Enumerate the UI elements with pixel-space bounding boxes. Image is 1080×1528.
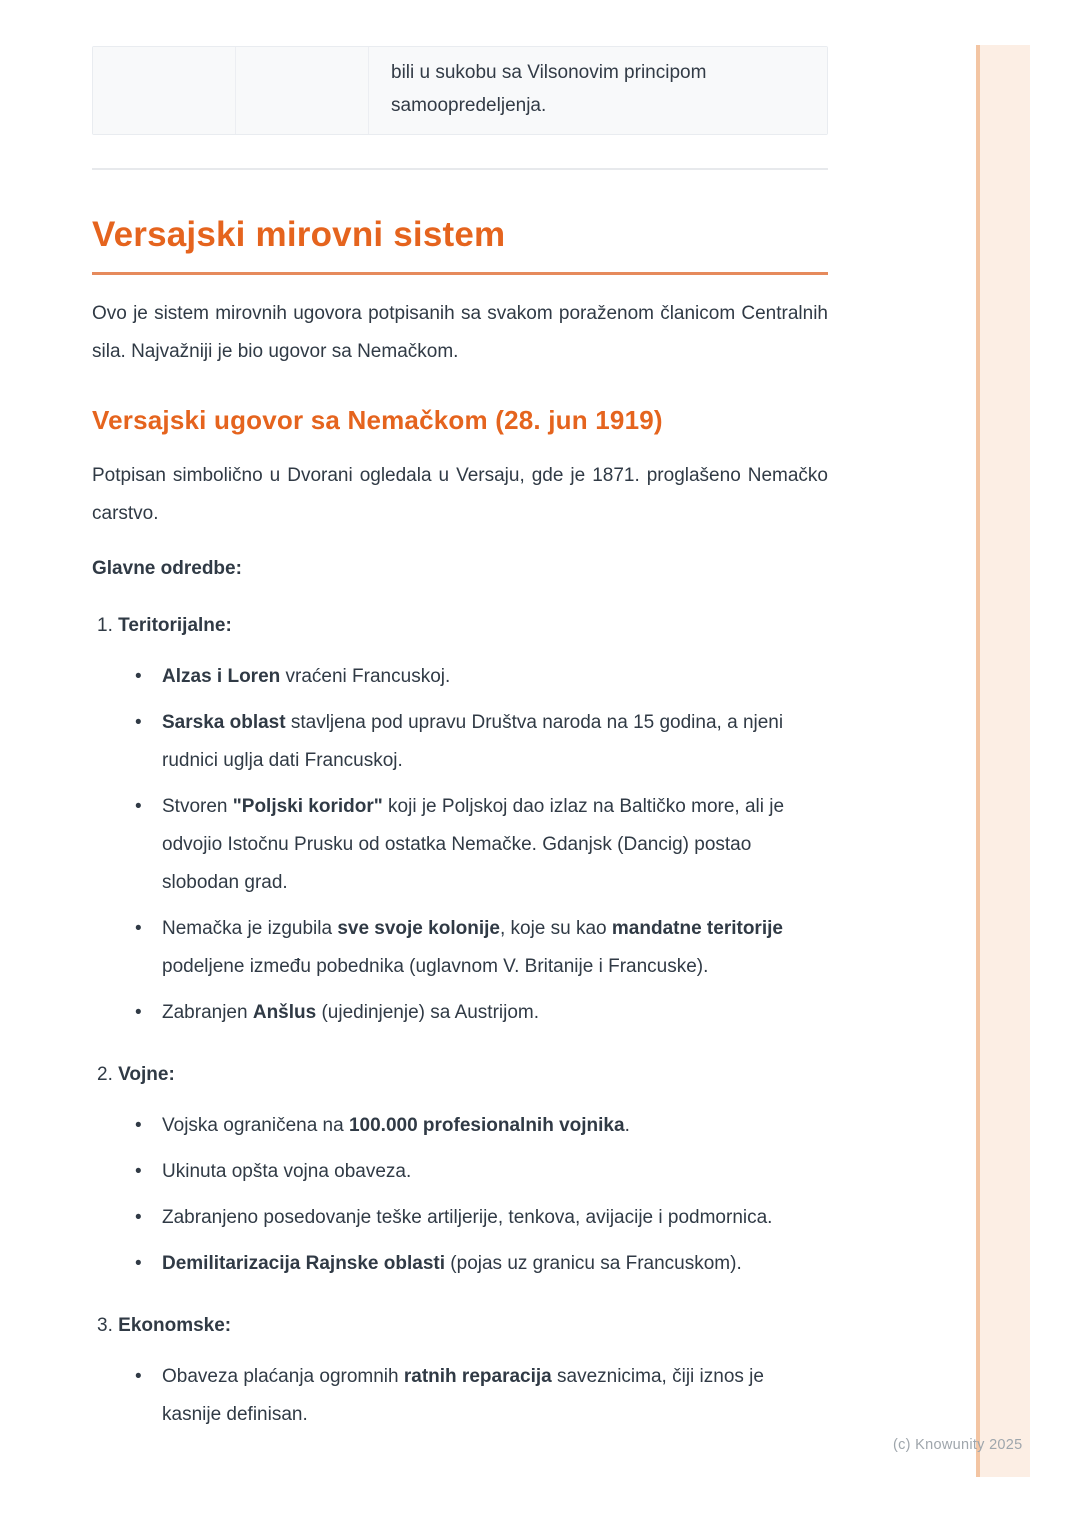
bullet-list (92, 1358, 828, 1434)
intro-paragraph: Ovo je sistem mirovnih ugovora potpisanih sa svakom poraženom članicom Centralnih sila. Najvažniji je bio ugovor sa Nemačkom. (92, 303, 828, 362)
page-title: Versajski mirovni sistem (92, 215, 506, 254)
section-number: 1. (97, 615, 113, 636)
section-title: Vojne: (118, 1064, 175, 1085)
list-item: • Zabranjen Anšlus (ujedinjenje) sa Austrijom. (92, 994, 828, 1032)
copyright-note: (c) Knowunity 2025 (893, 1437, 1023, 1453)
treaty-intro-paragraph: Potpisan simbolično u Dvorani ogledala u Versaju, gde je 1871. proglašeno Nemačko carstvo. (92, 465, 828, 524)
bullet-icon: • (135, 1002, 142, 1023)
section-number: 2. (97, 1064, 113, 1085)
list-item: • Sarska oblast stavljena pod upravu Društva naroda na 15 godina, a njeni rudnici uglja dati Francuskoj. (92, 704, 828, 780)
table-cell (93, 47, 236, 134)
list-item: • Nemačka je izgubila sve svoje kolonije, koje su kao mandatne teritorije podeljene između pobednika (uglavnom V. Britanije i Francuske). (92, 910, 828, 986)
title-underline (92, 272, 828, 275)
treaty-subheading: Versajski ugovor sa Nemačkom (28. jun 1919) (92, 405, 663, 435)
section-number: 3. (97, 1315, 113, 1336)
bullet-icon: • (135, 1253, 142, 1274)
bullet-icon: • (135, 1161, 142, 1182)
provisions-label: Glavne odredbe: (92, 558, 242, 579)
bullet-icon: • (135, 1366, 142, 1387)
list-item: • Stvoren "Poljski koridor" koji je Poljskoj dao izlaz na Baltičko more, ali je odvojio Istočnu Prusku od ostatka Nemačke. Gdanjsk (Dancig) postao slobodan grad. (92, 788, 828, 902)
bullet-list (92, 1107, 828, 1283)
section-heading (92, 1060, 828, 1090)
table-cell: bili u sukobu sa Vilsonovim principom samoopredeljenja. (369, 47, 827, 134)
list-item: • Zabranjeno posedovanje teške artiljerije, tenkova, avijacije i podmornica. (92, 1199, 828, 1237)
list-item: • Alzas i Loren vraćeni Francuskoj. (92, 658, 828, 696)
list-item: • Ukinuta opšta vojna obaveza. (92, 1153, 828, 1191)
bullet-icon: • (135, 796, 142, 817)
document-page (92, 0, 828, 1442)
bullet-icon: • (135, 1207, 142, 1228)
section-heading (92, 1311, 828, 1341)
bullet-icon: • (135, 918, 142, 939)
bullet-icon: • (135, 712, 142, 733)
section-divider (92, 168, 828, 170)
list-item: • Demilitarizacija Rajnske oblasti (pojas uz granicu sa Francuskom). (92, 1245, 828, 1283)
provisions-list (92, 611, 828, 1434)
bullet-icon: • (135, 666, 142, 687)
section-title: Teritorijalne: (118, 615, 232, 636)
list-item: • Obaveza plaćanja ogromnih ratnih reparacija saveznicima, čiji iznos je kasnije definisan. (92, 1358, 828, 1434)
provision-section (92, 1060, 828, 1283)
table-cell (236, 47, 369, 134)
list-item: • Vojska ograničena na 100.000 profesionalnih vojnika. (92, 1107, 828, 1145)
table-fragment-row (92, 46, 828, 135)
accent-sidebar (976, 45, 1030, 1477)
section-title: Ekonomske: (118, 1315, 232, 1336)
bullet-list (92, 658, 828, 1032)
bullet-icon: • (135, 1115, 142, 1136)
section-heading (92, 611, 828, 641)
provision-section (92, 611, 828, 1032)
provision-section (92, 1311, 828, 1434)
